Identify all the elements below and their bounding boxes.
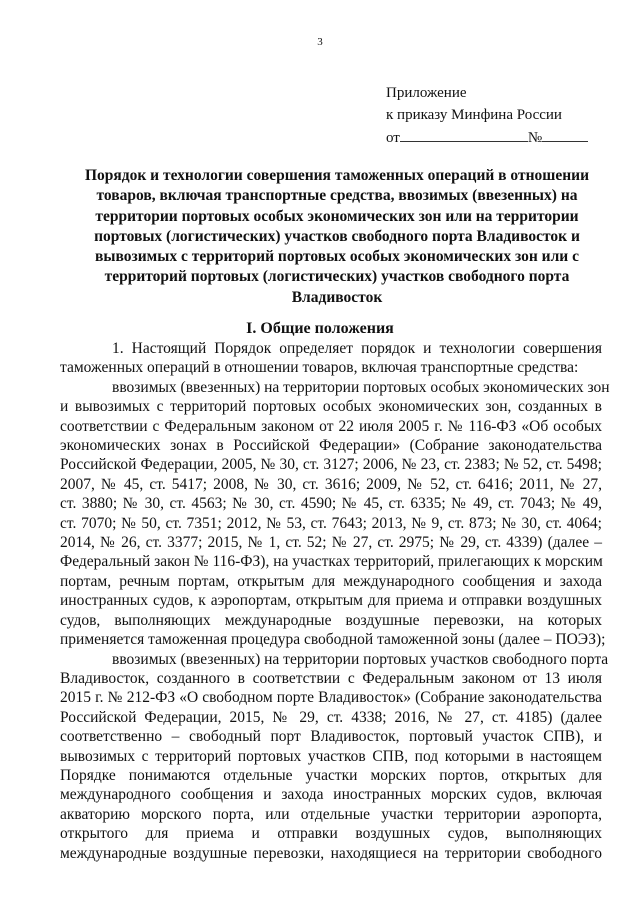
appendix-order-reference: к приказу Минфина России (386, 107, 562, 123)
body-line: 1. Настоящий Порядок определяет порядок и технологии совершения (112, 340, 602, 357)
body-line: и вывозимых с территорий портовых особых экономических зон, созданных в (60, 398, 602, 416)
body-line: 2014, № 26, ст. 3377; 2015, № 1, ст. 52; № 27, ст. 2975; № 29, ст. 4339) (далее – (60, 534, 602, 552)
body-line: вывозимых с территорий портовых участков СПВ, под которыми в настоящем (60, 747, 602, 765)
appendix-date-number-line (386, 126, 616, 149)
appendix-label: Приложение (386, 85, 467, 101)
title-line: товаров, включая транспортные средства, ввозимых (ввезенных) на (96, 187, 578, 205)
body-line: иностранных судов, к аэропортам, открытым для приема и отправки воздушных (60, 592, 602, 610)
body-line: международного сообщения и захода иностранных морских судов, включая (60, 786, 602, 804)
appendix-block (386, 82, 616, 149)
body-line: портам, речным портам, открытым для международного сообщения и захода (60, 572, 602, 590)
document-title (82, 166, 592, 308)
number-blank (542, 126, 588, 142)
body-line: применяется таможенная процедура свободной таможенной зоны (далее – ПОЭЗ); (60, 631, 606, 649)
date-prefix: от (386, 130, 400, 146)
body-line: экономических зонах в Российской Федерации» (Собрание законодательства (60, 437, 602, 455)
date-blank (400, 126, 528, 142)
body-line: Российской Федерации, 2005, № 30, ст. 3127; 2006, № 23, ст. 2383; № 52, ст. 5498; (60, 456, 602, 474)
title-line: Владивосток (291, 288, 383, 306)
body-text (60, 339, 610, 863)
body-line: соответствии с Федеральным законом от 22 июля 2005 г. № 116-ФЗ «Об особых (60, 417, 602, 435)
title-line: территорий портовых (логистических) участков свободного порта (104, 268, 570, 286)
body-line: Российской Федерации, 2015, № 29, ст. 4338; 2016, № 27, ст. 4185) (далее (60, 708, 602, 726)
title-line: вывозимых с территорий портовых особых экономических зон или с (95, 248, 579, 266)
body-line: Федеральный закон № 116-ФЗ), на участках территорий, прилегающих к морским (60, 553, 603, 571)
body-line: ст. 3880; № 30, ст. 4563; № 30, ст. 4590; № 45, ст. 6335; № 49, ст. 7043; № 49, (60, 495, 602, 513)
body-line: таможенных операций в отношении товаров, включая транспортные средства: (60, 359, 579, 377)
body-line: ввозимых (ввезенных) на территории портовых участков свободного порта (112, 650, 609, 668)
body-line: Владивосток, созданного в соответствии с Федеральным законом от 13 июля (60, 669, 602, 687)
body-line: 2015 г. № 212-ФЗ «О свободном порте Владивосток» (Собрание законодательства (60, 689, 602, 707)
section-heading: I. Общие положения (246, 320, 394, 337)
body-line: 2007, № 45, ст. 5417; 2008, № 30, ст. 3616; 2009, № 52, ст. 6416; 2011, № 27, (60, 475, 602, 493)
title-line: портовых (логистических) участков свободного порта Владивосток и (94, 227, 580, 245)
body-line: ст. 7070; № 50, ст. 7351; 2012, № 53, ст. 7643; 2013, № 9, ст. 873; № 30, ст. 4064; (60, 514, 602, 532)
body-line: Порядке понимаются отдельные участки морских портов, открытых для (60, 766, 602, 784)
title-line: Порядок и технологии совершения таможенных операций в отношении (84, 167, 590, 184)
body-line: судов, выполняющих международные воздушные перевозки, на которых (60, 611, 602, 629)
body-line: акваторию морского порта, или отдельные участки территории аэропорта, (60, 805, 602, 823)
body-line: ввозимых (ввезенных) на территории портовых особых экономических зон (112, 378, 610, 396)
number-prefix: № (527, 130, 543, 146)
title-line: территории портовых особых экономических зон или на территории (95, 207, 579, 225)
body-line: соответственно – свободный порт Владивосток, портовый участок СПВ), и (60, 728, 602, 746)
page-number: 3 (317, 36, 323, 48)
body-line: открытого для приема и отправки воздушных судов, выполняющих (60, 825, 602, 843)
body-line: международные воздушные перевозки, находящиеся на территории свободного (60, 844, 602, 862)
